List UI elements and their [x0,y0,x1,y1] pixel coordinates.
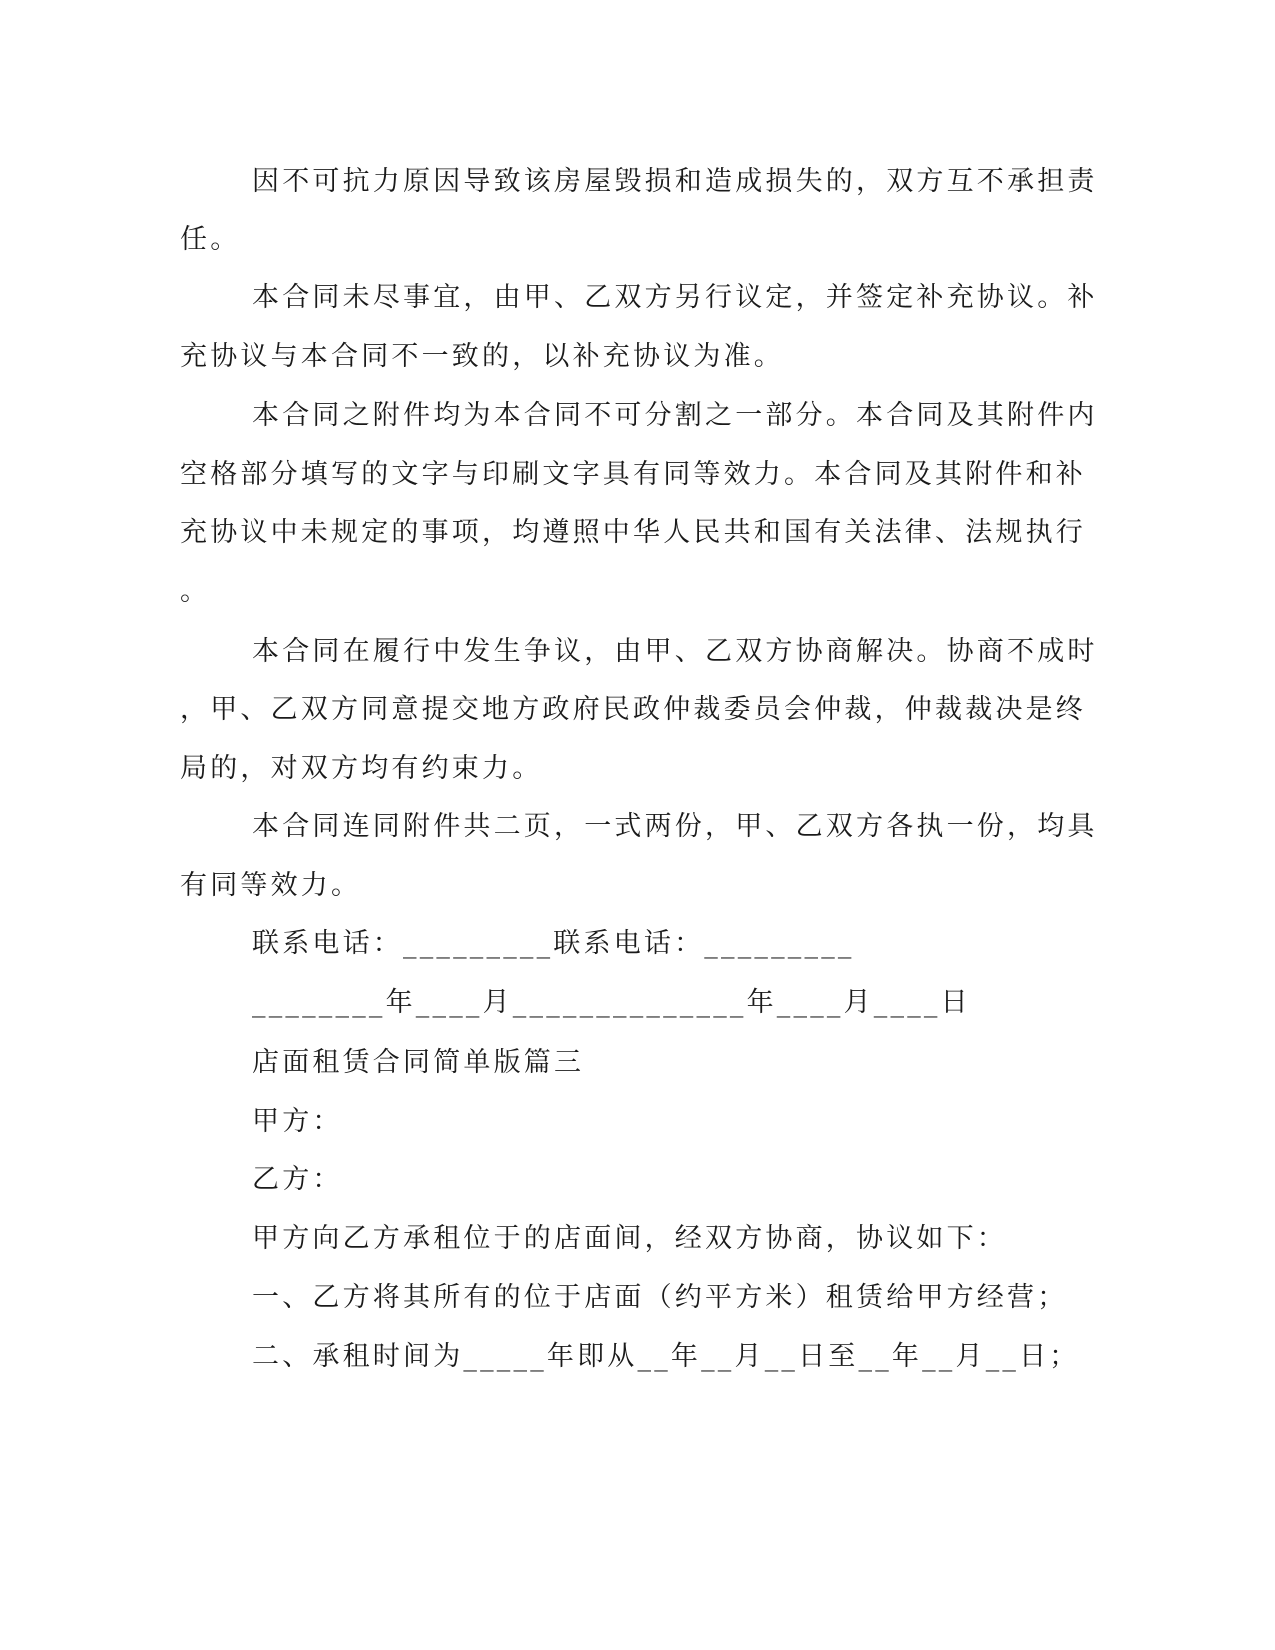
paragraph-force-majeure-line-1: 因不可抗力原因导致该房屋毁损和造成损失的，双方互不承担责 [252,166,1098,197]
clause-1: 一、乙方将其所有的位于店面（约平方米）租赁给甲方经营； [252,1282,1068,1313]
contact-phone-line: 联系电话：_________联系电话：_________ [252,928,855,959]
paragraph-dispute-line-2: ，甲、乙双方同意提交地方政府民政仲裁委员会仲裁，仲裁裁决是终 [180,694,1086,725]
paragraph-copies-line-1: 本合同连同附件共二页，一式两份，甲、乙双方各执一份，均具 [252,811,1098,842]
paragraph-force-majeure-line-2: 任。 [180,224,241,255]
paragraph-dispute-line-3: 局的，对双方均有约束力。 [180,753,543,784]
agreement-intro: 甲方向乙方承租位于的店面间，经双方协商，协议如下： [252,1223,1007,1254]
paragraph-supplement-line-2: 充协议与本合同不一致的，以补充协议为准。 [180,341,784,372]
paragraph-annex-line-4: 。 [180,576,211,607]
party-a-label: 甲方： [252,1106,343,1137]
paragraph-dispute-line-1: 本合同在履行中发生争议，由甲、乙双方协商解决。协商不成时 [252,636,1098,667]
signature-date-line: ________年____月______________年____月____日 [252,987,971,1018]
paragraph-copies-line-2: 有同等效力。 [180,870,362,901]
clause-2: 二、承租时间为_____年即从__年__月__日至__年__月__日； [252,1341,1080,1372]
paragraph-annex-line-3: 充协议中未规定的事项，均遵照中华人民共和国有关法律、法规执行 [180,517,1086,548]
section-title: 店面租赁合同简单版篇三 [252,1047,585,1078]
paragraph-supplement-line-1: 本合同未尽事宜，由甲、乙双方另行议定，并签定补充协议。补 [252,282,1098,313]
party-b-label: 乙方： [252,1164,343,1195]
paragraph-annex-line-2: 空格部分填写的文字与印刷文字具有同等效力。本合同及其附件和补 [180,459,1086,490]
paragraph-annex-line-1: 本合同之附件均为本合同不可分割之一部分。本合同及其附件内 [252,400,1098,431]
